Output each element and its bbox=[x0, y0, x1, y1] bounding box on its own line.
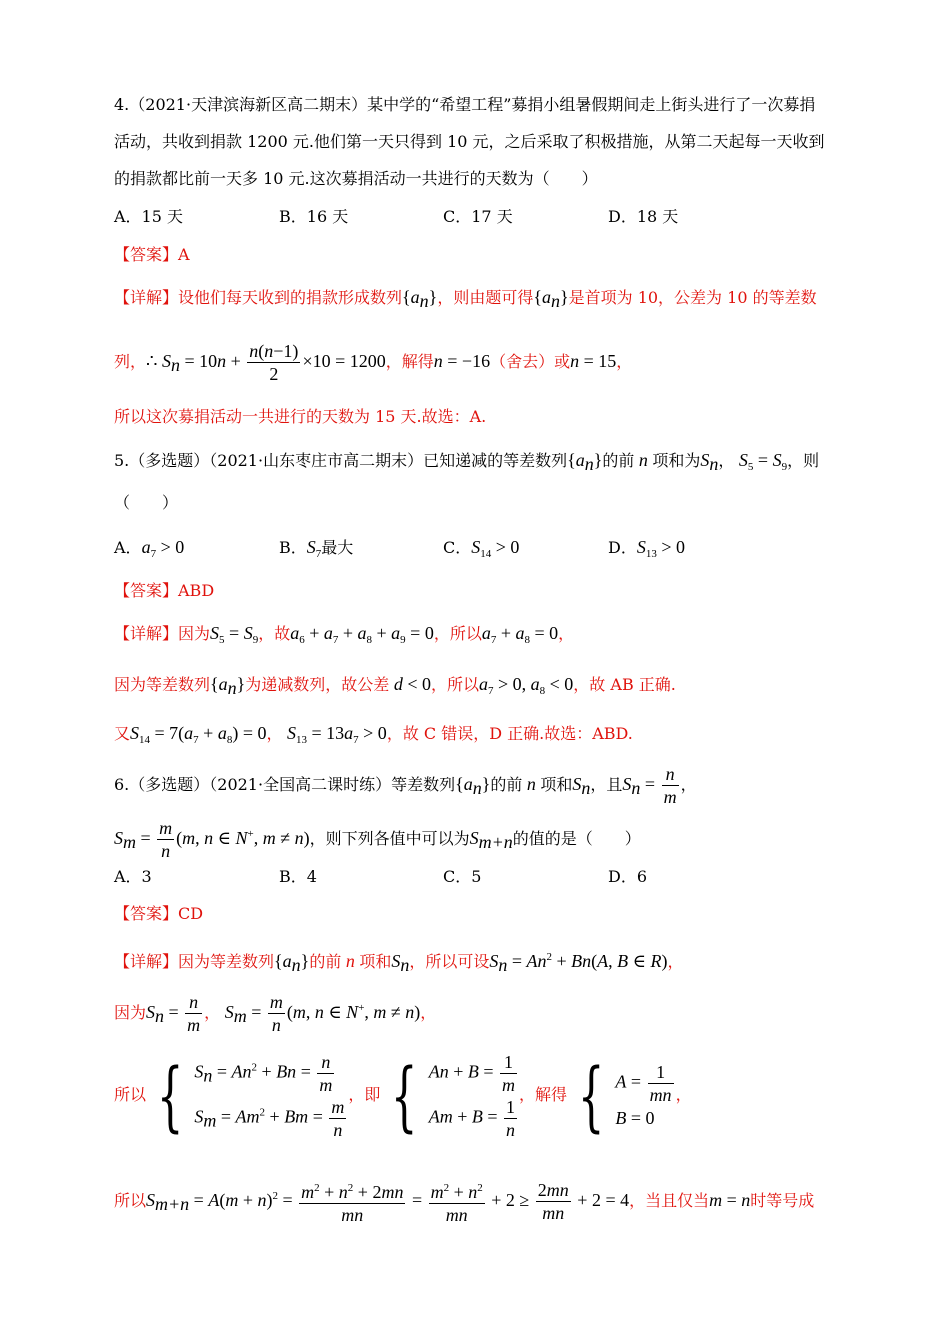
q5-option-b: B．$S_7$最大 bbox=[279, 537, 354, 560]
q4-option-b: B．16 天 bbox=[279, 207, 349, 226]
q6-detail-line4: 所以$S_{m+n} = A(m + n)^2$ = $\frac{m^2 + n^2 + 2mn}{mn}$ = $\frac{m^2 + n^2}{mn}$ + 2 ≥ $\frac{2mn}{mn}$ + 2 = 4，当且仅当m = n时等号成 bbox=[114, 1172, 814, 1228]
q6-detail-line3: 所以 { $S_n = An^2 + Bn$ = $\frac{n}{m}$ $S_m = Am^2 + Bm$ = $\frac{m}{n}$ ，即 { An + B = $\frac{1}{m}$ Am + B = $\frac{1}{n}$ ，解得 { A = $\frac{1}{mn}$ B = 0 ， bbox=[114, 1050, 692, 1140]
q6-detail-line1: 【详解】因为等差数列$\{a_n\}$的前 n 项和$S_n$，所以可设$S_n = An^2 + Bn(A$, B ∈ R)， bbox=[114, 951, 684, 975]
q4-detail-line1: 【详解】设他们每天收到的捐款形成数列$\{a_n\}$，则由题可得$\{a_n\}$是首项为 10，公差为 10 的等差数 bbox=[114, 287, 817, 311]
q4-stem-line1: 4.（2021·天津滨海新区高二期末）某中学的“希望工程”募捐小组暑假期间走上街头进行了一次募捐 bbox=[114, 95, 816, 114]
q5-detail-line1: 【详解】因为$S_5 = S_9$，故$a_6 + a_7 + a_8 + a_9 = 0$，所以$a_7 + a_8 = 0$， bbox=[114, 623, 575, 646]
q4-stem-line3: 的捐款都比前一天多 10 元.这次募捐活动一共进行的天数为（ ） bbox=[114, 169, 598, 188]
q6-system-1: $S_n = An^2 + Bn$ = $\frac{n}{m}$ $S_m = Am^2 + Bm$ = $\frac{m}{n}$ bbox=[194, 1051, 345, 1140]
q4-option-d: D．18 天 bbox=[608, 207, 679, 226]
q5-option-d: D．$S_{13} > 0$ bbox=[608, 537, 685, 560]
q4-detail-line2: 列，∴ $S_n = 10n$ + $\frac{n(n-1)}{2}$ ×10 = 1200，解得n = −16（舍去）或n = 15， bbox=[114, 341, 633, 385]
q4-detail-tag: 【详解】 bbox=[114, 288, 179, 307]
q6-option-b: B．4 bbox=[279, 867, 317, 886]
q6-answer: 【答案】CD bbox=[114, 904, 204, 923]
q5-option-a: A．$a_7 > 0$ bbox=[114, 537, 185, 560]
q4-sum-formula: ∴ $S_n = 10n$ + $\frac{n(n-1)}{2}$ ×10 = 1200 bbox=[146, 341, 386, 385]
q5-stem-line2: （ ） bbox=[114, 493, 179, 512]
q4-detail-line3: 所以这次募捐活动一共进行的天数为 15 天.故选：A. bbox=[114, 407, 487, 426]
q6-stem-line1: 6.（多选题）（2021·全国高二课时练）等差数列$\{a_n\}$的前 n 项和$S_n$，且$S_n$ = $\frac{n}{m}$ ， bbox=[114, 764, 697, 808]
q6-option-d: D．6 bbox=[608, 867, 648, 886]
q5-option-c: C．$S_{14} > 0$ bbox=[443, 537, 520, 560]
q5-stem-line1: 5.（多选题）（2021·山东枣庄市高二期末）已知递减的等差数列$\{a_n\}$的前 n 项和为$S_n$， $S_5 = S_9$，则 bbox=[114, 450, 820, 474]
q4-answer: 【答案】A bbox=[114, 245, 190, 264]
q6-system-2: An + B = $\frac{1}{m}$ Am + B = $\frac{1}{n}$ bbox=[428, 1051, 516, 1140]
q5-detail-line3: 又$S_{14} = 7(a_7 + a_8) = 0$， $S_{13} = 13a_7 > 0$，故 C 错误，D 正确.故选：ABD. bbox=[114, 723, 633, 746]
q4-option-a: A．15 天 bbox=[114, 207, 184, 226]
q5-answer: 【答案】ABD bbox=[114, 581, 215, 600]
q6-stem-line2: $S_m$ = $\frac{m}{n}$ (m, n ∈ N+, m ≠ n)，则下列各值中可以为$S_{m+n}$的值的是（ ） bbox=[114, 818, 641, 862]
q4-option-c: C．17 天 bbox=[443, 207, 513, 226]
q6-detail-line2: 因为$S_n$ = $\frac{n}{m}$ ， $S_m$ = $\frac{m}{n}$ (m, n ∈ N+, m ≠ n)， bbox=[114, 992, 437, 1036]
q6-option-a: A．3 bbox=[114, 867, 152, 886]
q4-stem-line2: 活动，共收到捐款 1200 元.他们第一天只得到 10 元，之后采取了积极措施，从第二天起每一天收到 bbox=[114, 132, 825, 151]
q5-detail-line2: 因为等差数列$\{a_n\}$为递减数列，故公差 d < 0，所以$a_7 > 0$, $a_8 < 0$，故 AB 正确. bbox=[114, 674, 676, 698]
q6-option-c: C．5 bbox=[443, 867, 482, 886]
q6-system-3: A = $\frac{1}{mn}$ B = 0 bbox=[615, 1062, 672, 1128]
